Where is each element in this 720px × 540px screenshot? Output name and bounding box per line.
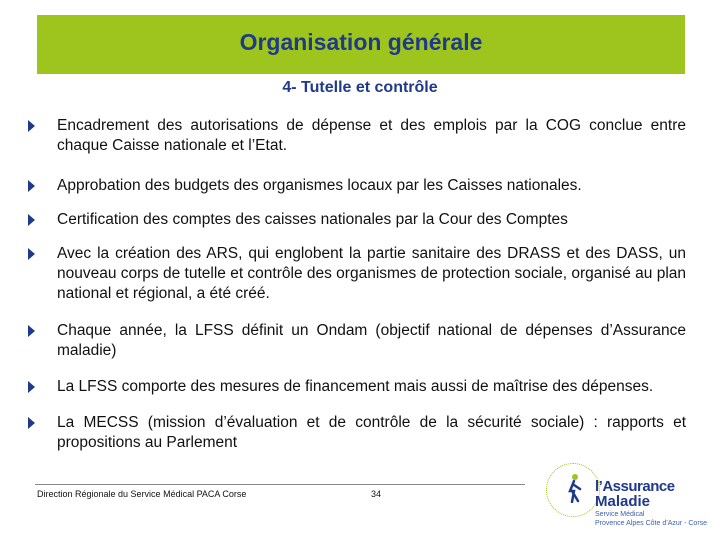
assurance-maladie-logo xyxy=(538,455,718,535)
triangle-bullet-icon xyxy=(28,325,35,337)
triangle-bullet-icon xyxy=(28,248,35,260)
list-item xyxy=(26,210,686,230)
list-item xyxy=(26,116,686,156)
list-item xyxy=(26,413,686,453)
triangle-bullet-icon xyxy=(28,180,35,192)
list-item-text: Avec la création des ARS, qui englobent la partie sanitaire des DRASS et des DASS, un nouveau corps de tutelle et contrôle des organismes de protection sociale, organisé au plan national et régional, a été créé. xyxy=(57,245,687,302)
logo-sub-line1: Service Médical xyxy=(595,511,645,518)
list-item-text: Chaque année, la LFSS définit un Ondam (objectif national de dépenses d’Assurance maladie) xyxy=(57,322,686,359)
divider xyxy=(37,72,685,74)
list-item-text: Encadrement des autorisations de dépense et des emplois par la COG conclue entre chaque Caisse nationale et l’Etat. xyxy=(57,117,686,154)
page-number: 34 xyxy=(371,489,382,499)
section-subtitle: 4- Tutelle et contrôle xyxy=(282,79,438,96)
triangle-bullet-icon xyxy=(28,381,35,393)
triangle-bullet-icon xyxy=(28,214,35,226)
logo-name-line1: l’Assurance xyxy=(595,478,675,495)
title-band xyxy=(37,15,685,72)
list-item xyxy=(26,321,686,361)
logo-name-line2: Maladie xyxy=(595,493,651,510)
list-item-text: La LFSS comporte des mesures de financement mais aussi de maîtrise des dépenses. xyxy=(57,378,654,395)
list-item xyxy=(26,377,686,397)
page-title: Organisation générale xyxy=(239,29,483,55)
footer-organization: Direction Régionale du Service Médical PACA Corse xyxy=(37,489,247,499)
triangle-bullet-icon xyxy=(28,417,35,429)
list-item xyxy=(26,244,686,304)
list-item xyxy=(26,176,686,196)
bullet-list xyxy=(26,116,686,453)
runner-figure-icon xyxy=(566,473,582,503)
logo-sub-line2: Provence Alpes Côte d’Azur - Corse xyxy=(595,520,708,527)
list-item-text: Approbation des budgets des organismes locaux par les Caisses nationales. xyxy=(57,177,582,194)
list-item-text: Certification des comptes des caisses nationales par la Cour des Comptes xyxy=(57,211,568,228)
triangle-bullet-icon xyxy=(28,120,35,132)
footer-divider xyxy=(35,484,525,485)
list-item-text: La MECSS (mission d’évaluation et de contrôle de la sécurité sociale) : rapports et propositions au Parlement xyxy=(57,414,686,451)
